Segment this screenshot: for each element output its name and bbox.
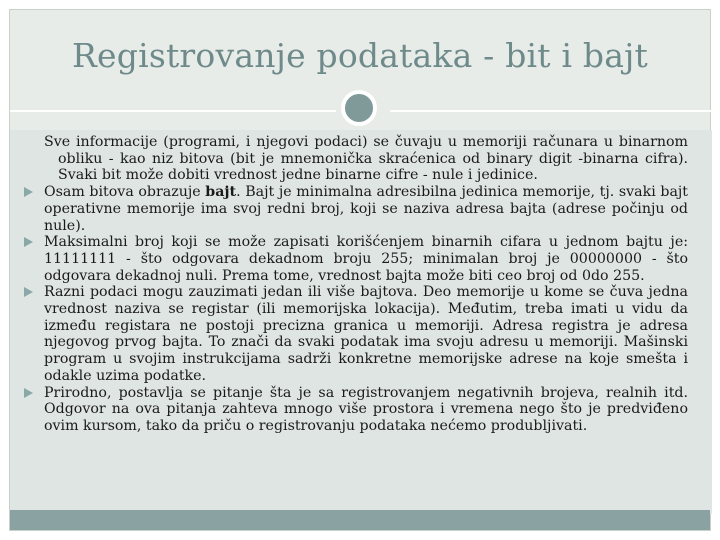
paragraph-text: Sve informacije (programi, i njegovi podaci) se čuvaju u memoriji računara u binarnom obliku - kao niz bitova (bit je mnemonička skraćenica od binary digit -binarna cifra). Svaki bit može dobiti vrednost jedne binarne cifre - nule i jedinice.	[44, 134, 688, 184]
paragraph-text: . Bajt je minimalna adresibilna jedinica memorije, tj. svaki bajt operativne memorije ima svoj redni broj, koji se naziva adresa bajta (adrese počinju od nule).	[44, 184, 688, 234]
divider-right	[390, 110, 712, 112]
slide-body	[10, 130, 712, 514]
bullet-paragraph	[44, 184, 688, 234]
bullet-arrow-icon	[24, 287, 33, 297]
bullet-arrow-icon	[24, 237, 33, 247]
slide-title: Registrovanje podataka - bit i bajt	[71, 36, 648, 75]
bullet-paragraph	[44, 385, 688, 435]
bullet-arrow-icon	[24, 388, 33, 398]
paragraph-text: Osam bitova obrazuje	[44, 184, 206, 201]
divider-left	[10, 110, 336, 112]
paragraph-text: Razni podaci mogu zauzimati jedan ili više bajtova. Deo memorije u kome se čuva jedna vrednost naziva se registar (ili memorijska lokacija). Međutim, treba imati u vidu da između registara ne postoji precizna granica u memoriji. Adresa registra je adresa njegovog prvog bajta. To znači da svaki podatak ima svoju adresu u memoriji. Mašinski program u svojim instrukcijama sadrži konkretne memorijske adrese na koje smešta i odakle uzima podatke.	[44, 284, 688, 384]
paragraph-text: Maksimalni broj koji se može zapisati korišćenjem binarnih cifara u jednom bajtu je: 11111111 - što odgovara dekadnom broju 255; minimalan broj je 00000000 - što odgovara dekadnoj nuli. Prema tome, vrednost bajta može biti ceo broj od 0do 255.	[44, 234, 688, 284]
footer-bar	[10, 510, 710, 530]
bullet-paragraph	[44, 284, 688, 384]
paragraph-intro	[44, 134, 688, 184]
bold-term: bajt	[205, 184, 237, 201]
bullet-paragraph	[44, 234, 688, 284]
ring-ornament-icon	[341, 90, 377, 126]
paragraph-text: Prirodno, postavlja se pitanje šta je sa registrovanjem negativnih brojeva, realnih itd. Odgovor na ova pitanja zahteva mnogo više prostora i vremena nego što je predviđeno ovim kursom, tako da priču o registrovanju podataka nećemo produbljivati.	[44, 384, 688, 434]
title-band	[10, 10, 710, 100]
bullet-arrow-icon	[24, 187, 33, 197]
slide	[9, 9, 711, 531]
